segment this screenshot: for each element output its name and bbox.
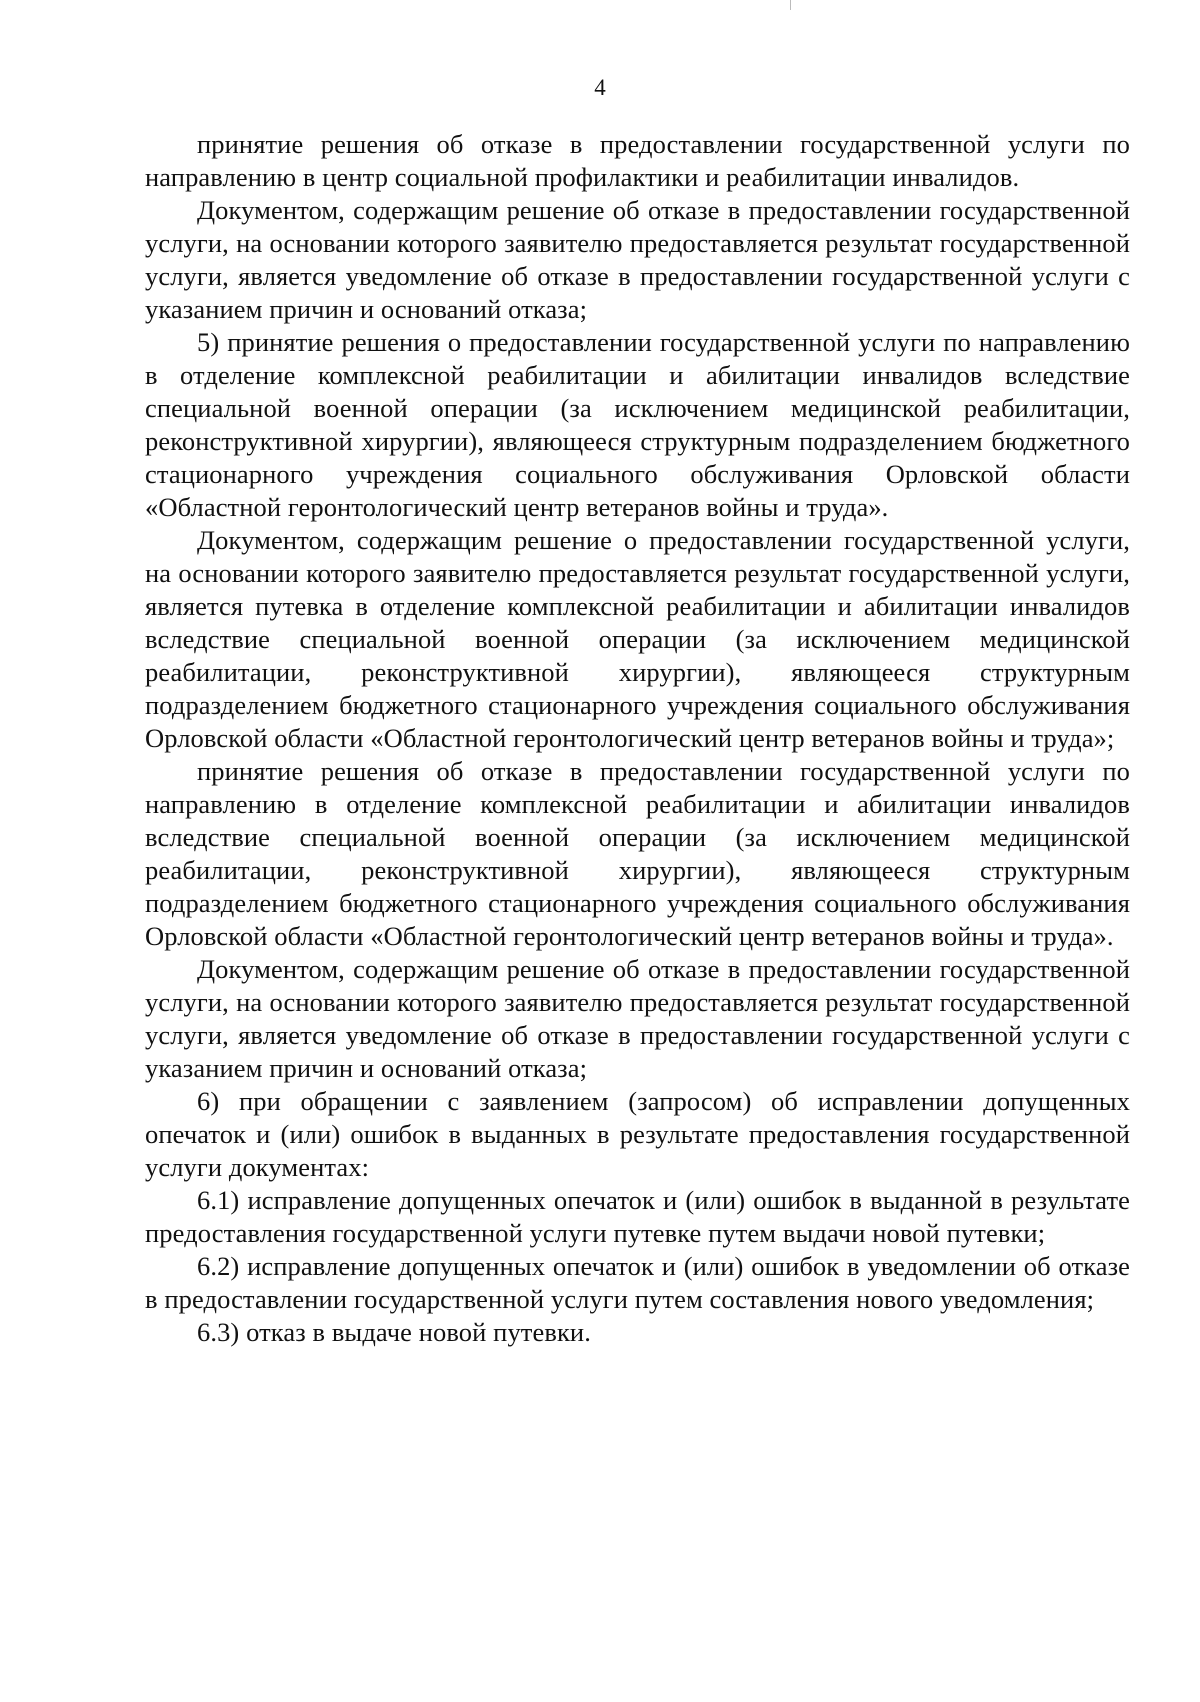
- paragraph-item-5-decision: 5) принятие решения о предоставлении государственной услуги по направлению в отделение комплексной реабилитации и абилитации инвалидов вследствие специальной военной операции (за исключением медицинской реабилитации, реконструктивной хирургии), являющееся структурным подразделением бюджетного стационарного учреждения социального обслуживания Орловской области «Областной геронтологический центр ветеранов войны и труда».: [145, 327, 1130, 522]
- document-body: [145, 128, 1130, 1349]
- paragraph-item-6-corrections: 6) при обращении с заявлением (запросом) об исправлении допущенных опечаток и (или) ошибок в выданных в результате предоставления государственной услуги документах:: [145, 1086, 1130, 1182]
- scan-artifact-mark: [790, 0, 791, 10]
- paragraph-refusal-department: принятие решения об отказе в предоставлении государственной услуги по направлению в отделение комплексной реабилитации и абилитации инвалидов вследствие специальной военной операции (за исключением медицинской реабилитации, реконструктивной хирургии), являющееся структурным подразделением бюджетного стационарного учреждения социального обслуживания Орловской области «Областной геронтологический центр ветеранов войны и труда».: [145, 756, 1130, 951]
- paragraph-voucher-document: Документом, содержащим решение о предоставлении государственной услуги, на основании которого заявителю предоставляется результат государственной услуги, является путевка в отделение комплексной реабилитации и абилитации инвалидов вследствие специальной военной операции (за исключением медицинской реабилитации, реконструктивной хирургии), являющееся структурным подразделением бюджетного стационарного учреждения социального обслуживания Орловской области «Областной геронтологический центр ветеранов войны и труда»;: [145, 525, 1130, 753]
- paragraph-item-6-3: 6.3) отказ в выдаче новой путевки.: [197, 1317, 591, 1347]
- paragraph-item-6-2: 6.2) исправление допущенных опечаток и (или) ошибок в уведомлении об отказе в предоставлении государственной услуги путем составления нового уведомления;: [145, 1251, 1130, 1314]
- paragraph-item-6-1: 6.1) исправление допущенных опечаток и (или) ошибок в выданной в результате предоставления государственной услуги путевке путем выдачи новой путевки;: [145, 1185, 1130, 1248]
- paragraph-refusal-center: принятие решения об отказе в предоставлении государственной услуги по направлению в центр социальной профилактики и реабилитации инвалидов.: [145, 129, 1130, 192]
- page-number: 4: [594, 75, 606, 100]
- paragraph-refusal-notice-document: Документом, содержащим решение об отказе в предоставлении государственной услуги, на основании которого заявителю предоставляется результат государственной услуги, является уведомление об отказе в предоставлении государственной услуги с указанием причин и оснований отказа;: [145, 954, 1130, 1083]
- paragraph-refusal-document: Документом, содержащим решение об отказе в предоставлении государственной услуги, на основании которого заявителю предоставляется результат государственной услуги, является уведомление об отказе в предоставлении государственной услуги с указанием причин и оснований отказа;: [145, 195, 1130, 324]
